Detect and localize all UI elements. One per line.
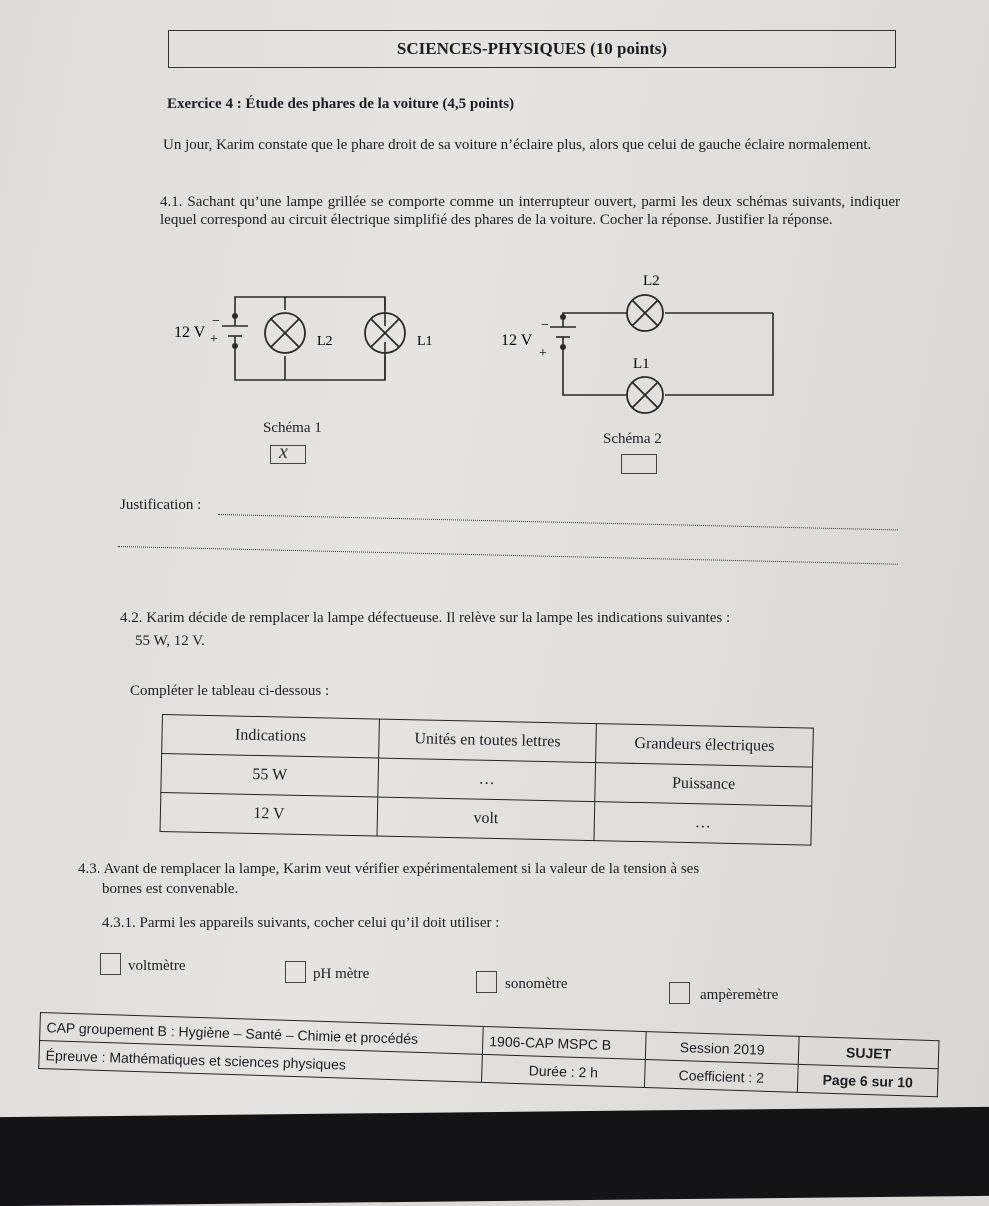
lamp-l1-symbol xyxy=(627,377,663,413)
footer-coefficient: Coefficient : 2 xyxy=(644,1060,798,1093)
table-cell: volt xyxy=(377,797,595,841)
question-text: Avant de remplacer la lampe, Karim veut vérifier expérimentalement si la valeur de la tension à ses xyxy=(103,861,700,877)
table-cell: Puissance xyxy=(595,763,813,807)
section-title: SCIENCES-PHYSIQUES (10 points) xyxy=(168,30,896,68)
page-footer xyxy=(38,1012,939,1097)
check-mark: x xyxy=(279,441,288,463)
sonometre-checkbox[interactable] xyxy=(476,971,497,993)
justification-label: Justification : xyxy=(120,497,202,513)
schema-1-lamp-l1-label: L1 xyxy=(417,334,433,349)
table-instruction: Compléter le tableau ci-dessous : xyxy=(130,683,330,699)
schema-2-lamp-l2-label: L2 xyxy=(643,273,660,289)
footer-duree: Durée : 2 h xyxy=(482,1054,646,1087)
table-cell-input[interactable]: … xyxy=(594,802,812,846)
footer-group: CAP groupement B : Hygiène – Santé – Chimie et procédés xyxy=(40,1013,484,1055)
table-cell: 55 W xyxy=(161,754,379,798)
plus-sign: + xyxy=(210,332,218,347)
question-text: Parmi les appareils suivants, cocher celui qu’il doit utiliser : xyxy=(139,915,500,931)
schema-1-diagram xyxy=(160,280,480,410)
lamp-l2-symbol xyxy=(627,295,663,331)
question-number: 4.2. xyxy=(120,610,143,626)
header-indications: Indications xyxy=(162,715,380,759)
option-ph-metre: pH mètre xyxy=(313,966,370,982)
question-text: Sachant qu’une lampe grillée se comporte comme un interrupteur ouvert, parmi les deux schémas suivants, indiquer lequel correspond au circuit électrique simplifié des phares de la voiture. Cocher la réponse. Justifier la réponse. xyxy=(160,194,900,228)
question-text: Karim décide de remplacer la lampe défectueuse. Il relève sur la lampe les indications suivantes : xyxy=(146,610,731,626)
justification-line-1[interactable] xyxy=(218,514,898,530)
question-4-2 xyxy=(120,609,730,627)
schema-1-checkbox[interactable] xyxy=(270,441,306,464)
schema-1-label: Schéma 1 xyxy=(263,420,322,436)
plus-sign: + xyxy=(539,346,547,361)
exercise-title: Exercice 4 : Étude des phares de la voiture (4,5 points) xyxy=(167,96,515,112)
footer-table xyxy=(38,1012,939,1097)
table-cell: 12 V xyxy=(160,792,378,836)
amperemetre-checkbox[interactable] xyxy=(669,982,690,1004)
lamp-l2-symbol xyxy=(265,313,305,353)
option-amperemetre: ampèremètre xyxy=(700,987,779,1003)
minus-sign: − xyxy=(541,318,549,333)
header-units: Unités en toutes lettres xyxy=(379,719,597,763)
voltmetre-checkbox[interactable] xyxy=(100,953,121,975)
footer-page: Page 6 sur 10 xyxy=(797,1064,938,1096)
option-sonometre: sonomètre xyxy=(505,976,568,992)
footer-epreuve: Épreuve : Mathématiques et sciences physiques xyxy=(39,1041,483,1083)
question-4-3-continuation: bornes est convenable. xyxy=(102,881,239,897)
footer-session: Session 2019 xyxy=(645,1032,799,1065)
question-4-3 xyxy=(78,860,699,878)
schema-2-voltage: 12 V xyxy=(501,332,533,349)
question-4-1 xyxy=(160,193,900,229)
schema-2-label: Schéma 2 xyxy=(603,431,662,447)
schema-2-diagram xyxy=(495,265,795,415)
ph-metre-checkbox[interactable] xyxy=(285,961,306,983)
schema-2-checkbox[interactable] xyxy=(621,454,657,474)
background-surface xyxy=(0,1107,989,1206)
question-4-3-1 xyxy=(102,914,499,932)
exercise-intro: Un jour, Karim constate que le phare droit de sa voiture n’éclaire plus, alors que celui de gauche éclaire normalement. xyxy=(163,137,872,153)
question-number: 4.1. xyxy=(160,194,183,210)
footer-code: 1906-CAP MSPC B xyxy=(482,1026,646,1059)
units-table xyxy=(160,714,814,846)
schema-1-voltage: 12 V xyxy=(174,324,206,341)
question-number: 4.3.1. xyxy=(102,915,136,931)
justification-line-2[interactable] xyxy=(118,546,898,565)
header-quantities: Grandeurs électriques xyxy=(596,724,814,768)
lamp-indications: 55 W, 12 V. xyxy=(135,633,205,649)
schema-1-lamp-l2-label: L2 xyxy=(317,334,333,349)
option-voltmetre: voltmètre xyxy=(128,958,186,974)
table-cell-input[interactable]: … xyxy=(378,758,596,802)
question-number: 4.3. xyxy=(78,861,101,877)
footer-sujet: SUJET xyxy=(798,1036,939,1068)
schema-2-lamp-l1-label: L1 xyxy=(633,356,650,372)
minus-sign: − xyxy=(212,314,220,329)
